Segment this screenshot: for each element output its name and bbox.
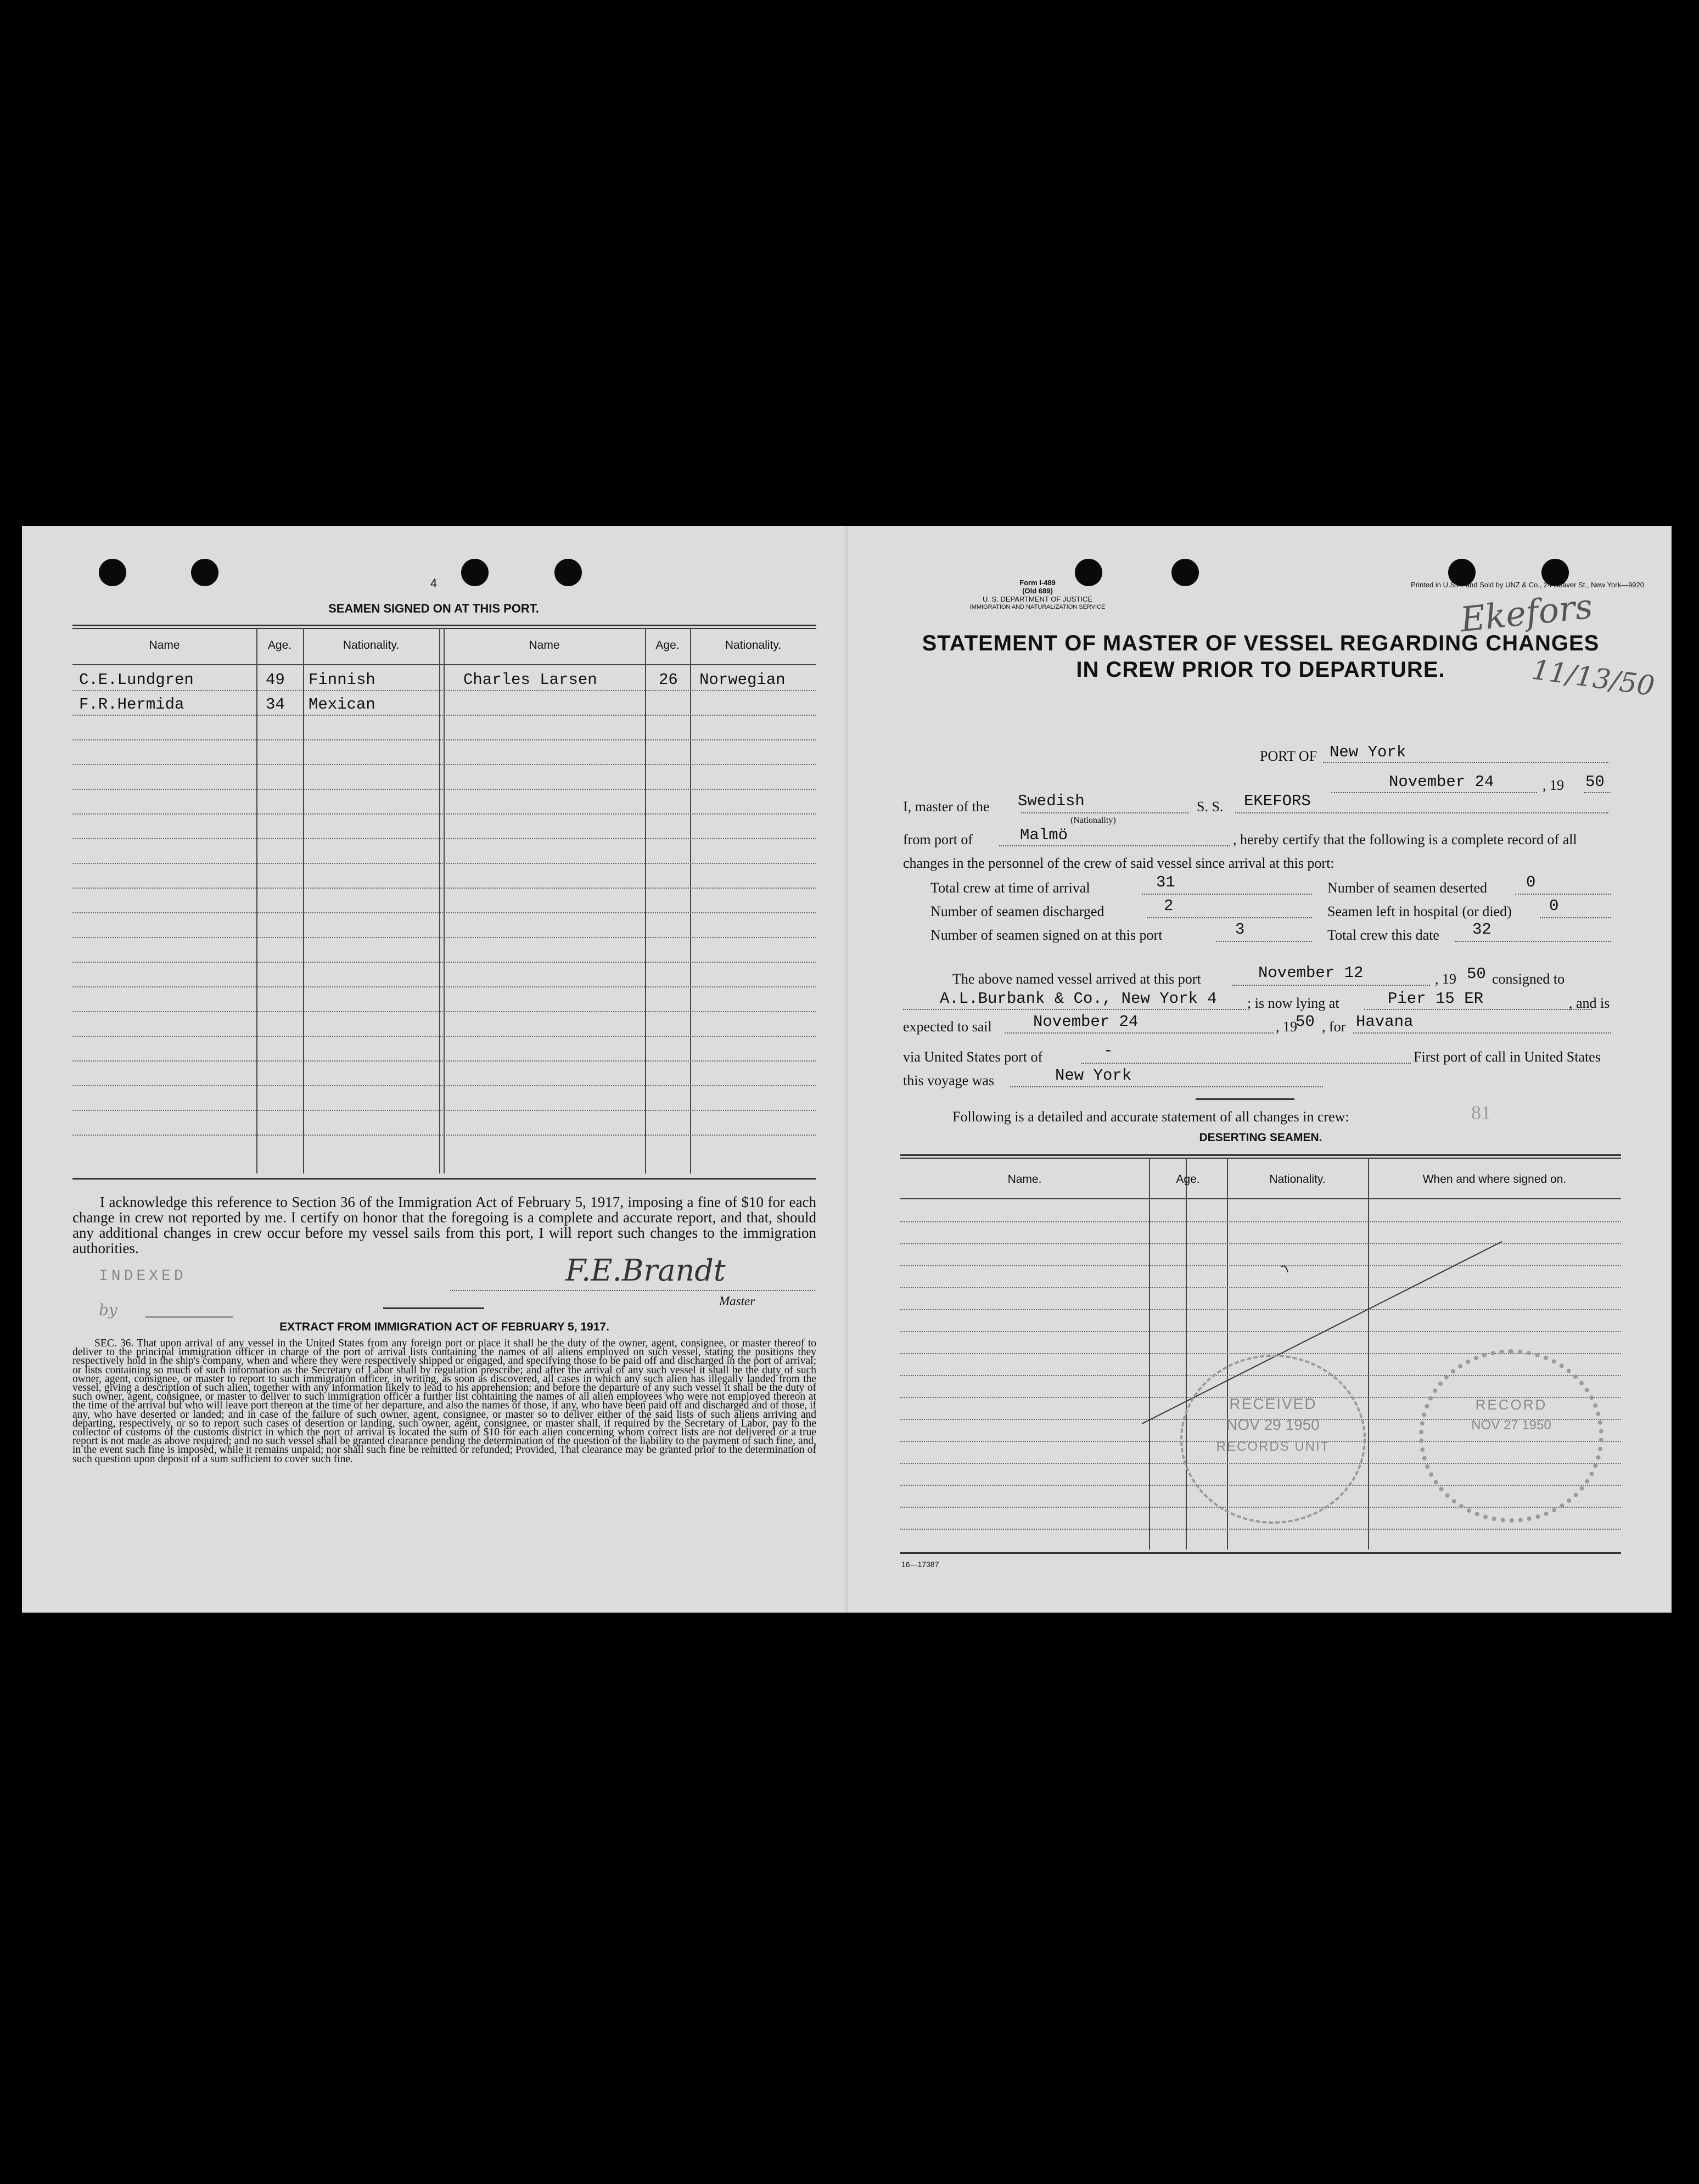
signed-on-label: Number of seamen signed on at this port bbox=[930, 927, 1163, 943]
column-header: Age. bbox=[267, 639, 292, 652]
lying-value: Pier 15 ER bbox=[1388, 990, 1484, 1008]
footer-code: 16—17387 bbox=[901, 1560, 939, 1569]
table-row bbox=[72, 962, 816, 987]
table-row bbox=[72, 912, 816, 938]
statement-rule bbox=[1196, 1098, 1294, 1100]
column-header: Nationality. bbox=[1269, 1173, 1326, 1186]
stamp-date: NOV 29 1950 bbox=[1226, 1416, 1320, 1433]
table-row bbox=[72, 888, 816, 913]
table-row bbox=[72, 1060, 816, 1086]
table-row bbox=[900, 1199, 1621, 1222]
first-port-label: First port of call in United States bbox=[1414, 1049, 1601, 1065]
discharged-label: Number of seamen discharged bbox=[930, 903, 1104, 919]
master-label: Master bbox=[719, 1294, 755, 1308]
faint-number: 81 bbox=[1471, 1102, 1491, 1124]
stamp-text: RECEIVED bbox=[1229, 1395, 1317, 1412]
total-crew-arrival-label: Total crew at time of arrival bbox=[930, 880, 1090, 896]
table-row bbox=[72, 715, 816, 740]
nationality-cell: Finnish bbox=[309, 671, 375, 689]
from-port-label: from port of bbox=[903, 832, 973, 847]
seamen-signed-on-table bbox=[72, 625, 816, 1174]
vessel-name: EKEFORS bbox=[1244, 792, 1311, 810]
arrived-value: November 12 bbox=[1258, 964, 1364, 982]
year-value: 50 bbox=[1585, 773, 1605, 791]
for-label: , for bbox=[1322, 1019, 1346, 1035]
name-cell: C.E.Lundgren bbox=[79, 671, 194, 689]
hospital-label: Seamen left in hospital (or died) bbox=[1327, 903, 1512, 919]
table-row bbox=[72, 863, 816, 889]
total-crew-arrival-value: 31 bbox=[1156, 873, 1175, 891]
table-row bbox=[72, 838, 816, 864]
acknowledgement-text: I acknowledge this reference to Section 36 of the Immigration Act of February 5, 1917, imposing a fine of $10 for each change in crew not reported by me. I certify on honor that the foregoing is a complete and accurate report, and that, should any additional changes in crew occur before my vessel sails from this port, I will report such changes to the immigration authorities. bbox=[72, 1194, 816, 1256]
master-of-label: I, master of the bbox=[903, 799, 990, 815]
arrived-year: 50 bbox=[1467, 965, 1486, 983]
title-line-1: STATEMENT OF MASTER OF VESSEL REGARDING CHANGES bbox=[922, 631, 1600, 655]
deserted-label: Number of seamen deserted bbox=[1327, 880, 1487, 896]
this-voyage-value: New York bbox=[1055, 1066, 1132, 1085]
discharged-value: 2 bbox=[1164, 897, 1174, 915]
changes-text: changes in the personnel of the crew of said vessel since arrival at this port: bbox=[903, 855, 1334, 871]
table-row bbox=[72, 1110, 816, 1136]
table-row bbox=[72, 986, 816, 1012]
form-number: Form I-489 bbox=[1019, 579, 1056, 587]
indexed-stamp: INDEXED bbox=[99, 1268, 187, 1285]
department: U. S. DEPARTMENT OF JUSTICE bbox=[982, 595, 1093, 603]
column-header: Age. bbox=[1176, 1173, 1200, 1186]
table-row bbox=[72, 665, 816, 691]
column-header: When and where signed on. bbox=[1422, 1173, 1567, 1186]
table-row bbox=[72, 690, 816, 716]
destination: Havana bbox=[1356, 1013, 1414, 1031]
age-cell: 34 bbox=[266, 695, 285, 714]
deserting-title: DESERTING SEAMEN. bbox=[1199, 1131, 1322, 1144]
column-header: Name bbox=[149, 639, 180, 652]
table-row bbox=[72, 813, 816, 839]
arrived-year-prefix: , 19 bbox=[1435, 971, 1456, 987]
stamp-text: RECORD bbox=[1475, 1396, 1547, 1413]
column-header: Name bbox=[529, 639, 560, 652]
name-cell: Charles Larsen bbox=[463, 671, 597, 689]
this-voyage-label: this voyage was bbox=[903, 1073, 995, 1088]
page-fold bbox=[845, 526, 848, 1613]
page-number: 4 bbox=[430, 576, 438, 590]
from-port-value: Malmö bbox=[1020, 826, 1068, 844]
column-header: Nationality. bbox=[725, 639, 782, 652]
received-stamp bbox=[1180, 1355, 1366, 1524]
table-row bbox=[72, 739, 816, 765]
nationality-cell: Norwegian bbox=[699, 671, 786, 689]
column-header: Nationality. bbox=[343, 639, 400, 652]
master-signature: F.E.Brandt bbox=[565, 1253, 726, 1288]
total-crew-date-label: Total crew this date bbox=[1327, 927, 1439, 943]
date-value: November 24 bbox=[1389, 773, 1494, 791]
indexed-by: by bbox=[99, 1301, 117, 1319]
title-line-2: IN CREW PRIOR TO DEPARTURE. bbox=[1076, 658, 1445, 682]
stamp-date: NOV 27 1950 bbox=[1471, 1418, 1551, 1433]
port-label: PORT OF bbox=[1260, 748, 1317, 764]
record-stamp bbox=[1419, 1349, 1603, 1523]
nationality-value: Swedish bbox=[1018, 792, 1085, 810]
form-header-block bbox=[900, 579, 1175, 611]
extract-title: EXTRACT FROM IMMIGRATION ACT OF FEBRUARY 5, 1917. bbox=[279, 1321, 609, 1333]
age-cell: 26 bbox=[659, 671, 678, 689]
port-value: New York bbox=[1330, 743, 1406, 761]
document-sheet bbox=[22, 526, 1672, 1613]
via-value: - bbox=[1103, 1042, 1113, 1060]
total-crew-date-value: 32 bbox=[1472, 920, 1491, 939]
stamp-text: RECORDS UNIT bbox=[1216, 1439, 1330, 1454]
arrived-label: The above named vessel arrived at this port bbox=[952, 971, 1201, 987]
table-row bbox=[72, 1036, 816, 1062]
ss-label: S. S. bbox=[1197, 799, 1224, 815]
deserted-value: 0 bbox=[1526, 873, 1536, 891]
name-cell: F.R.Hermida bbox=[79, 695, 184, 714]
expected-label: expected to sail bbox=[903, 1019, 992, 1035]
sail-year: 50 bbox=[1296, 1013, 1315, 1031]
printer-line: Printed in U.S.A. and Sold by UNZ & Co., 24 Beaver St., New York—9920 bbox=[1411, 581, 1644, 589]
consigned-label: consigned to bbox=[1492, 971, 1565, 987]
table-row bbox=[72, 937, 816, 963]
punch-hole bbox=[1171, 559, 1199, 586]
table-row bbox=[72, 1011, 816, 1037]
column-header: Name. bbox=[1007, 1173, 1042, 1186]
handwritten-vessel-name: Ekefors bbox=[1458, 586, 1595, 640]
consignee: A.L.Burbank & Co., New York 4 bbox=[940, 990, 1217, 1008]
following-text: Following is a detailed and accurate statement of all changes in crew: bbox=[952, 1109, 1349, 1125]
via-label: via United States port of bbox=[903, 1049, 1043, 1065]
age-cell: 49 bbox=[266, 671, 285, 689]
table-row bbox=[72, 789, 816, 815]
table-bottom-rule bbox=[72, 1178, 816, 1180]
year-prefix: , 19 bbox=[1543, 777, 1564, 793]
extract-text: SEC. 36. That upon arrival of any vessel in the United States from any foreign port or place it shall be the duty of the owner, agent, consignee, or master thereof to deliver to the principal immigration officer in charge of the port of arrival lists containing the names of all aliens employed on such vessel, stating the positions they respectively hold in the ship's company, when and where they were respectively shipped or engaged, and specifying those to be paid off and discharged in the port of arrival; or lists containing so much of such information as the Secretary of Labor shall by regulation prescribe; and after the arrival of any such vessel it shall be the duty of such owner, agent, consignee, or master to report to such immigration officer, in writing, as soon as discovered, all cases in which any such alien has illegally landed from the vessel, giving a description of such alien, together with any information likely to lead to his apprehension; and before the departure of any such vessel it shall be the duty of such owner, agent, consignee, or master to deliver to such immigration officer a further list containing the names of all alien employees who were not employed thereon at the time of the arrival but who will leave port thereon at the time of her departure, and also the names of those, if any, who have been paid off and discharged and of those, if any, who have deserted or landed; and in case of the failure of such owner, agent, consignee, or master so to deliver either of the said lists of such aliens arriving and departing, respectively, or so to report such cases of desertion or landing, such owner, agent, consignee, or master shall, if required by the Secretary of Labor, pay to the collector of customs of the customs district in which the port of arrival is located the sum of $10 for each alien concerning whom correct lists are not delivered or a true report is not made as above required; and no such vessel shall be granted clearance pending the determination of the question of the liability to the payment of such fine, and, in the event such fine is imposed, while it remains unpaid; nor shall such fine be remitted or refunded; Provided, That clearance may be granted prior to the determination of such question upon deposit of a sum sufficient to cover such fine. bbox=[72, 1338, 816, 1465]
signature-line bbox=[450, 1290, 815, 1291]
form-title bbox=[900, 630, 1621, 683]
form-old-number: (Old 689) bbox=[1022, 587, 1053, 595]
table-row bbox=[72, 764, 816, 790]
sail-year-prefix: , 19 bbox=[1276, 1019, 1297, 1035]
table-bottom-rule bbox=[900, 1552, 1621, 1554]
nationality-caption: (Nationality) bbox=[1070, 816, 1116, 825]
extract-rule bbox=[383, 1307, 484, 1309]
expected-value: November 24 bbox=[1033, 1013, 1139, 1031]
nationality-cell: Mexican bbox=[309, 695, 375, 714]
and-is: , and is bbox=[1569, 995, 1610, 1011]
indexed-initials-line bbox=[145, 1316, 233, 1318]
handwritten-date: 11/13/50 bbox=[1530, 653, 1657, 703]
lying-label: ; is now lying at bbox=[1247, 995, 1339, 1011]
table-row bbox=[72, 1085, 816, 1111]
column-header: Age. bbox=[655, 639, 680, 652]
hospital-value: 0 bbox=[1549, 897, 1559, 915]
signed-on-value: 3 bbox=[1235, 920, 1245, 939]
certify-text: , hereby certify that the following is a complete record of all bbox=[1233, 832, 1577, 847]
service: IMMIGRATION AND NATURALIZATION SERVICE bbox=[969, 604, 1106, 610]
section-title: SEAMEN SIGNED ON AT THIS PORT. bbox=[328, 602, 539, 615]
